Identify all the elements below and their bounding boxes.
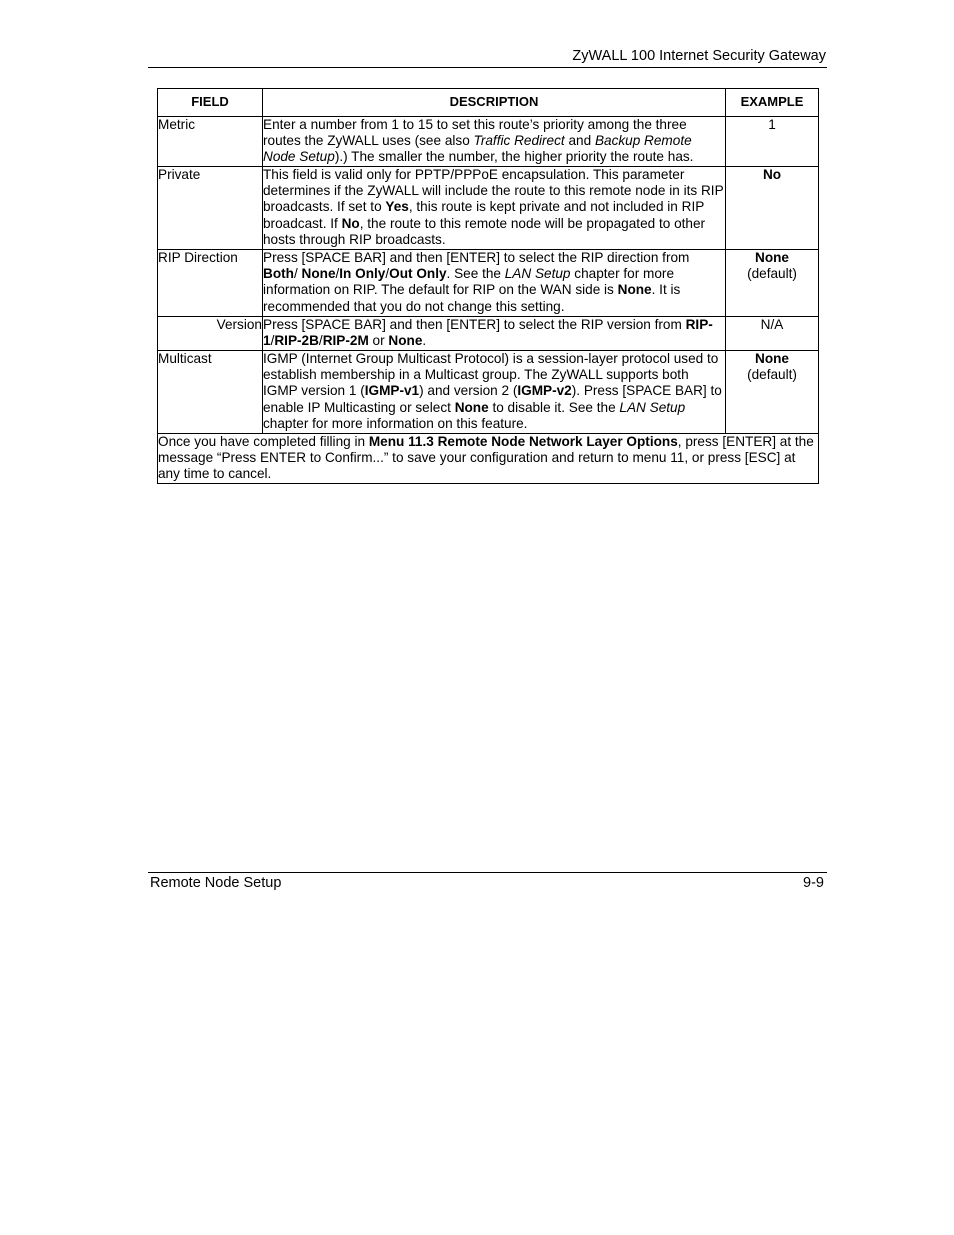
field-name-metric xyxy=(158,117,263,167)
description-text: . It is recommended that you do not change this setting. xyxy=(263,282,681,314)
description-text: ). Press [SPACE BAR] to enable IP Multicasting or select xyxy=(263,383,722,415)
column-header-example: EXAMPLE xyxy=(726,89,819,117)
example-value: N/A xyxy=(760,317,784,332)
description-bold: RIP-1 xyxy=(263,317,713,349)
description-text: , this route is kept private and not included in RIP broadcast. If xyxy=(263,199,705,231)
field-description-multicast xyxy=(263,351,726,434)
description-text: / xyxy=(318,333,323,349)
description-text: ).) The smaller the number, the higher priority the route has. xyxy=(334,149,694,165)
field-example-version xyxy=(726,317,819,351)
example-default-note: (default) xyxy=(747,367,797,383)
example-value: None xyxy=(755,351,789,366)
table-note-row xyxy=(158,434,819,484)
field-name-text: Version xyxy=(216,317,262,332)
example-default-note: (default) xyxy=(747,266,797,282)
description-italic: Backup Remote Node Setup xyxy=(263,133,692,165)
description-bold: Both xyxy=(263,266,294,282)
description-italic: LAN Setup xyxy=(619,399,686,415)
field-name-version xyxy=(158,317,263,351)
description-bold: RIP-2M xyxy=(322,333,369,349)
table-header-row xyxy=(158,89,819,117)
example-value: 1 xyxy=(768,117,776,132)
description-text: chapter for more information on RIP. The default for RIP on the WAN side is xyxy=(263,266,675,298)
description-text: ) and version 2 ( xyxy=(419,383,518,399)
description-text: / xyxy=(293,266,302,282)
description-text: or xyxy=(368,333,389,349)
description-bold: No xyxy=(341,215,360,231)
description-text: chapter for more information on this feature. xyxy=(263,415,528,431)
description-text: Press [SPACE BAR] and then [ENTER] to select the RIP version from xyxy=(263,317,686,332)
description-text: This field is valid only for PPTP/PPPoE encapsulation. This parameter determines if the ZyWALL will include the route to this remote node in its RIP broadcasts. If set to xyxy=(263,167,724,215)
table-row xyxy=(158,167,819,250)
description-text: / xyxy=(335,266,340,282)
description-text: / xyxy=(270,333,275,349)
header-divider xyxy=(148,67,827,68)
description-text: . xyxy=(422,333,427,349)
page-header-title: ZyWALL 100 Internet Security Gateway xyxy=(572,48,826,64)
description-bold: None xyxy=(388,333,423,349)
field-name-text: Multicast xyxy=(158,351,212,366)
field-description-table xyxy=(157,88,819,484)
field-example-rip-direction xyxy=(726,250,819,317)
field-name-text: Private xyxy=(158,167,201,182)
description-text: Press [SPACE BAR] and then [ENTER] to select the RIP direction from xyxy=(263,250,690,265)
field-name-private xyxy=(158,167,263,250)
field-name-multicast xyxy=(158,351,263,434)
description-bold: Out Only xyxy=(389,266,447,282)
table-row xyxy=(158,117,819,167)
field-name-text: RIP Direction xyxy=(158,250,238,265)
description-bold: Yes xyxy=(385,199,409,215)
description-bold: None xyxy=(454,399,489,415)
field-name-text: Metric xyxy=(158,117,196,132)
footer-section-title: Remote Node Setup xyxy=(150,875,282,891)
description-bold: None xyxy=(617,282,652,298)
field-example-private xyxy=(726,167,819,250)
description-italic: Traffic Redirect xyxy=(473,133,565,149)
footer-divider xyxy=(148,872,827,873)
description-text: , the route to this remote node will be propagated to other hosts through RIP broadcasts. xyxy=(263,215,706,247)
field-example-metric xyxy=(726,117,819,167)
note-text: Once you have completed filling in xyxy=(158,434,369,449)
table-row xyxy=(158,317,819,351)
description-text: Enter a number from 1 to 15 to set this route’s priority among the three routes the ZyWALL uses (see also xyxy=(263,117,687,149)
description-text: and xyxy=(564,133,595,149)
column-header-description: DESCRIPTION xyxy=(263,89,726,117)
field-description-metric xyxy=(263,117,726,167)
field-description-version xyxy=(263,317,726,351)
example-value: None xyxy=(755,250,789,265)
table-row xyxy=(158,250,819,317)
description-bold: RIP-2B xyxy=(274,333,319,349)
note-menu-name: Menu 11.3 Remote Node Network Layer Options xyxy=(368,434,678,449)
field-example-multicast xyxy=(726,351,819,434)
description-text: to disable it. See the xyxy=(488,399,620,415)
field-description-private xyxy=(263,167,726,250)
description-text: . See the xyxy=(446,266,505,282)
description-text: IGMP (Internet Group Multicast Protocol) is a session-layer protocol used to establish membership in a Multicast group. The ZyWALL supports both IGMP version 1 ( xyxy=(263,351,719,399)
table-note xyxy=(158,434,819,484)
description-bold: IGMP-v1 xyxy=(364,383,420,399)
field-name-rip-direction xyxy=(158,250,263,317)
footer-page-number: 9-9 xyxy=(803,875,824,891)
description-bold: IGMP-v2 xyxy=(517,383,572,399)
description-italic: LAN Setup xyxy=(504,266,571,282)
description-bold: None xyxy=(301,266,336,282)
description-bold: In Only xyxy=(339,266,386,282)
field-description-rip-direction xyxy=(263,250,726,317)
table-row xyxy=(158,351,819,434)
description-text: / xyxy=(385,266,390,282)
column-header-field: FIELD xyxy=(158,89,263,117)
example-value: No xyxy=(762,167,782,182)
note-text: , press [ENTER] at the message “Press ENTER to Confirm...” to save your configuration and return to menu 11, or press [ESC] at any time to cancel. xyxy=(158,434,814,482)
